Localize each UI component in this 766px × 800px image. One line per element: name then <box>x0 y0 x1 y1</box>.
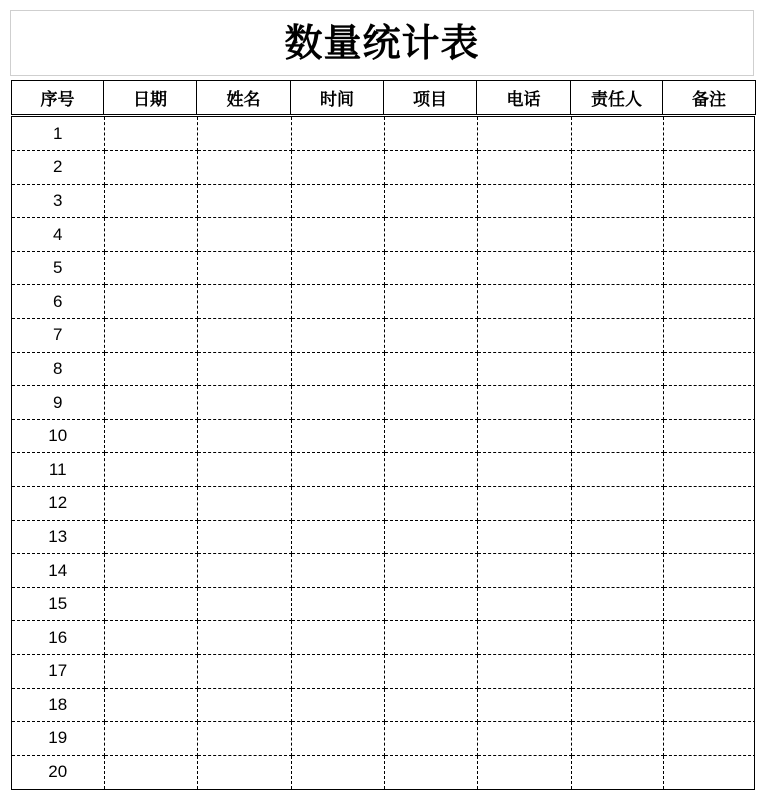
cell-phone[interactable] <box>477 587 571 621</box>
table-row <box>12 419 755 453</box>
table-row <box>12 621 755 655</box>
cell-responsible[interactable] <box>571 755 663 789</box>
cell-index: 19 <box>12 722 104 756</box>
cell-project[interactable] <box>384 655 477 689</box>
cell-project[interactable] <box>384 352 477 386</box>
cell-project[interactable] <box>384 319 477 353</box>
cell-name[interactable] <box>197 419 291 453</box>
title-box <box>10 10 754 76</box>
cell-time[interactable] <box>291 419 384 453</box>
cell-notes[interactable] <box>663 688 755 722</box>
cell-project[interactable] <box>384 755 477 789</box>
column-header-date: 日期 <box>104 81 197 115</box>
cell-project[interactable] <box>384 151 477 185</box>
cell-name[interactable] <box>197 453 291 487</box>
cell-name[interactable] <box>197 755 291 789</box>
cell-phone[interactable] <box>477 251 571 285</box>
cell-name[interactable] <box>197 251 291 285</box>
cell-name[interactable] <box>197 352 291 386</box>
cell-index: 7 <box>12 319 104 353</box>
cell-time[interactable] <box>291 520 384 554</box>
cell-notes[interactable] <box>663 386 755 420</box>
cell-notes[interactable] <box>663 419 755 453</box>
table-header <box>11 80 756 115</box>
cell-index: 17 <box>12 655 104 689</box>
cell-responsible[interactable] <box>571 184 663 218</box>
table-row <box>12 688 755 722</box>
cell-phone[interactable] <box>477 688 571 722</box>
cell-notes[interactable] <box>663 251 755 285</box>
table-row <box>12 184 755 218</box>
cell-phone[interactable] <box>477 151 571 185</box>
cell-time[interactable] <box>291 319 384 353</box>
cell-phone[interactable] <box>477 621 571 655</box>
cell-date[interactable] <box>104 487 197 521</box>
table-row <box>12 218 755 252</box>
cell-index: 16 <box>12 621 104 655</box>
cell-phone[interactable] <box>477 520 571 554</box>
cell-time[interactable] <box>291 117 384 151</box>
cell-responsible[interactable] <box>571 487 663 521</box>
cell-responsible[interactable] <box>571 117 663 151</box>
cell-time[interactable] <box>291 184 384 218</box>
cell-time[interactable] <box>291 218 384 252</box>
cell-index: 1 <box>12 117 104 151</box>
cell-time[interactable] <box>291 453 384 487</box>
cell-responsible[interactable] <box>571 722 663 756</box>
cell-project[interactable] <box>384 218 477 252</box>
cell-project[interactable] <box>384 117 477 151</box>
cell-name[interactable] <box>197 117 291 151</box>
cell-date[interactable] <box>104 319 197 353</box>
cell-name[interactable] <box>197 184 291 218</box>
cell-notes[interactable] <box>663 218 755 252</box>
cell-responsible[interactable] <box>571 688 663 722</box>
cell-index: 11 <box>12 453 104 487</box>
cell-phone[interactable] <box>477 419 571 453</box>
cell-name[interactable] <box>197 285 291 319</box>
cell-date[interactable] <box>104 285 197 319</box>
cell-responsible[interactable] <box>571 386 663 420</box>
cell-responsible[interactable] <box>571 419 663 453</box>
cell-responsible[interactable] <box>571 352 663 386</box>
cell-responsible[interactable] <box>571 251 663 285</box>
cell-date[interactable] <box>104 386 197 420</box>
cell-notes[interactable] <box>663 285 755 319</box>
cell-index: 8 <box>12 352 104 386</box>
column-header-notes: 备注 <box>663 81 756 115</box>
cell-notes[interactable] <box>663 655 755 689</box>
cell-date[interactable] <box>104 352 197 386</box>
cell-phone[interactable] <box>477 487 571 521</box>
column-header-responsible: 责任人 <box>571 81 663 115</box>
cell-name[interactable] <box>197 621 291 655</box>
cell-date[interactable] <box>104 184 197 218</box>
cell-notes[interactable] <box>663 520 755 554</box>
cell-phone[interactable] <box>477 755 571 789</box>
cell-phone[interactable] <box>477 218 571 252</box>
cell-time[interactable] <box>291 352 384 386</box>
column-header-index: 序号 <box>12 81 104 115</box>
cell-project[interactable] <box>384 520 477 554</box>
cell-time[interactable] <box>291 655 384 689</box>
cell-name[interactable] <box>197 487 291 521</box>
cell-date[interactable] <box>104 520 197 554</box>
table-body <box>11 116 755 790</box>
cell-responsible[interactable] <box>571 285 663 319</box>
column-header-time: 时间 <box>291 81 384 115</box>
cell-time[interactable] <box>291 621 384 655</box>
table-row <box>12 319 755 353</box>
table-row <box>12 554 755 588</box>
cell-index: 18 <box>12 688 104 722</box>
cell-time[interactable] <box>291 722 384 756</box>
cell-notes[interactable] <box>663 151 755 185</box>
cell-date[interactable] <box>104 621 197 655</box>
cell-name[interactable] <box>197 520 291 554</box>
cell-index: 2 <box>12 151 104 185</box>
cell-date[interactable] <box>104 655 197 689</box>
cell-index: 9 <box>12 386 104 420</box>
cell-name[interactable] <box>197 151 291 185</box>
table-row <box>12 251 755 285</box>
table-row <box>12 520 755 554</box>
cell-project[interactable] <box>384 419 477 453</box>
cell-date[interactable] <box>104 554 197 588</box>
cell-index: 20 <box>12 755 104 789</box>
cell-responsible[interactable] <box>571 151 663 185</box>
cell-phone[interactable] <box>477 722 571 756</box>
cell-project[interactable] <box>384 487 477 521</box>
cell-notes[interactable] <box>663 117 755 151</box>
cell-name[interactable] <box>197 587 291 621</box>
cell-index: 5 <box>12 251 104 285</box>
cell-index: 15 <box>12 587 104 621</box>
cell-date[interactable] <box>104 453 197 487</box>
cell-time[interactable] <box>291 487 384 521</box>
cell-phone[interactable] <box>477 184 571 218</box>
cell-responsible[interactable] <box>571 218 663 252</box>
cell-responsible[interactable] <box>571 655 663 689</box>
cell-name[interactable] <box>197 688 291 722</box>
cell-responsible[interactable] <box>571 554 663 588</box>
table-row <box>12 587 755 621</box>
cell-notes[interactable] <box>663 722 755 756</box>
column-header-project: 项目 <box>384 81 477 115</box>
cell-index: 10 <box>12 419 104 453</box>
cell-time[interactable] <box>291 151 384 185</box>
cell-phone[interactable] <box>477 352 571 386</box>
cell-time[interactable] <box>291 554 384 588</box>
cell-index: 12 <box>12 487 104 521</box>
cell-responsible[interactable] <box>571 587 663 621</box>
cell-project[interactable] <box>384 251 477 285</box>
table-row <box>12 117 755 151</box>
cell-project[interactable] <box>384 621 477 655</box>
cell-index: 13 <box>12 520 104 554</box>
table-row <box>12 722 755 756</box>
cell-date[interactable] <box>104 419 197 453</box>
cell-time[interactable] <box>291 251 384 285</box>
cell-time[interactable] <box>291 688 384 722</box>
cell-notes[interactable] <box>663 587 755 621</box>
cell-phone[interactable] <box>477 655 571 689</box>
cell-date[interactable] <box>104 251 197 285</box>
cell-responsible[interactable] <box>571 520 663 554</box>
cell-project[interactable] <box>384 453 477 487</box>
cell-notes[interactable] <box>663 621 755 655</box>
cell-time[interactable] <box>291 587 384 621</box>
cell-project[interactable] <box>384 587 477 621</box>
cell-phone[interactable] <box>477 453 571 487</box>
table-row <box>12 453 755 487</box>
cell-time[interactable] <box>291 285 384 319</box>
cell-date[interactable] <box>104 117 197 151</box>
table-row <box>12 151 755 185</box>
cell-date[interactable] <box>104 688 197 722</box>
cell-project[interactable] <box>384 285 477 319</box>
cell-phone[interactable] <box>477 319 571 353</box>
cell-responsible[interactable] <box>571 621 663 655</box>
cell-name[interactable] <box>197 218 291 252</box>
table-row <box>12 285 755 319</box>
cell-notes[interactable] <box>663 453 755 487</box>
cell-responsible[interactable] <box>571 453 663 487</box>
cell-date[interactable] <box>104 755 197 789</box>
cell-project[interactable] <box>384 688 477 722</box>
data-table <box>12 117 755 789</box>
column-header-name: 姓名 <box>197 81 291 115</box>
cell-date[interactable] <box>104 151 197 185</box>
cell-phone[interactable] <box>477 386 571 420</box>
cell-time[interactable] <box>291 386 384 420</box>
table-row <box>12 655 755 689</box>
cell-name[interactable] <box>197 554 291 588</box>
cell-notes[interactable] <box>663 554 755 588</box>
cell-notes[interactable] <box>663 184 755 218</box>
cell-project[interactable] <box>384 554 477 588</box>
table-row <box>12 755 755 789</box>
cell-index: 3 <box>12 184 104 218</box>
column-header-phone: 电话 <box>477 81 571 115</box>
cell-date[interactable] <box>104 218 197 252</box>
table-row <box>12 487 755 521</box>
cell-project[interactable] <box>384 184 477 218</box>
cell-time[interactable] <box>291 755 384 789</box>
table-row <box>12 352 755 386</box>
cell-notes[interactable] <box>663 755 755 789</box>
table-row <box>12 386 755 420</box>
cell-index: 6 <box>12 285 104 319</box>
cell-date[interactable] <box>104 722 197 756</box>
cell-notes[interactable] <box>663 352 755 386</box>
cell-notes[interactable] <box>663 487 755 521</box>
cell-notes[interactable] <box>663 319 755 353</box>
cell-name[interactable] <box>197 655 291 689</box>
cell-name[interactable] <box>197 722 291 756</box>
cell-index: 4 <box>12 218 104 252</box>
cell-phone[interactable] <box>477 117 571 151</box>
page-title: 数量统计表 <box>284 21 480 65</box>
cell-responsible[interactable] <box>571 319 663 353</box>
cell-name[interactable] <box>197 386 291 420</box>
cell-date[interactable] <box>104 587 197 621</box>
cell-phone[interactable] <box>477 285 571 319</box>
cell-project[interactable] <box>384 722 477 756</box>
cell-phone[interactable] <box>477 554 571 588</box>
cell-name[interactable] <box>197 319 291 353</box>
cell-project[interactable] <box>384 386 477 420</box>
cell-index: 14 <box>12 554 104 588</box>
